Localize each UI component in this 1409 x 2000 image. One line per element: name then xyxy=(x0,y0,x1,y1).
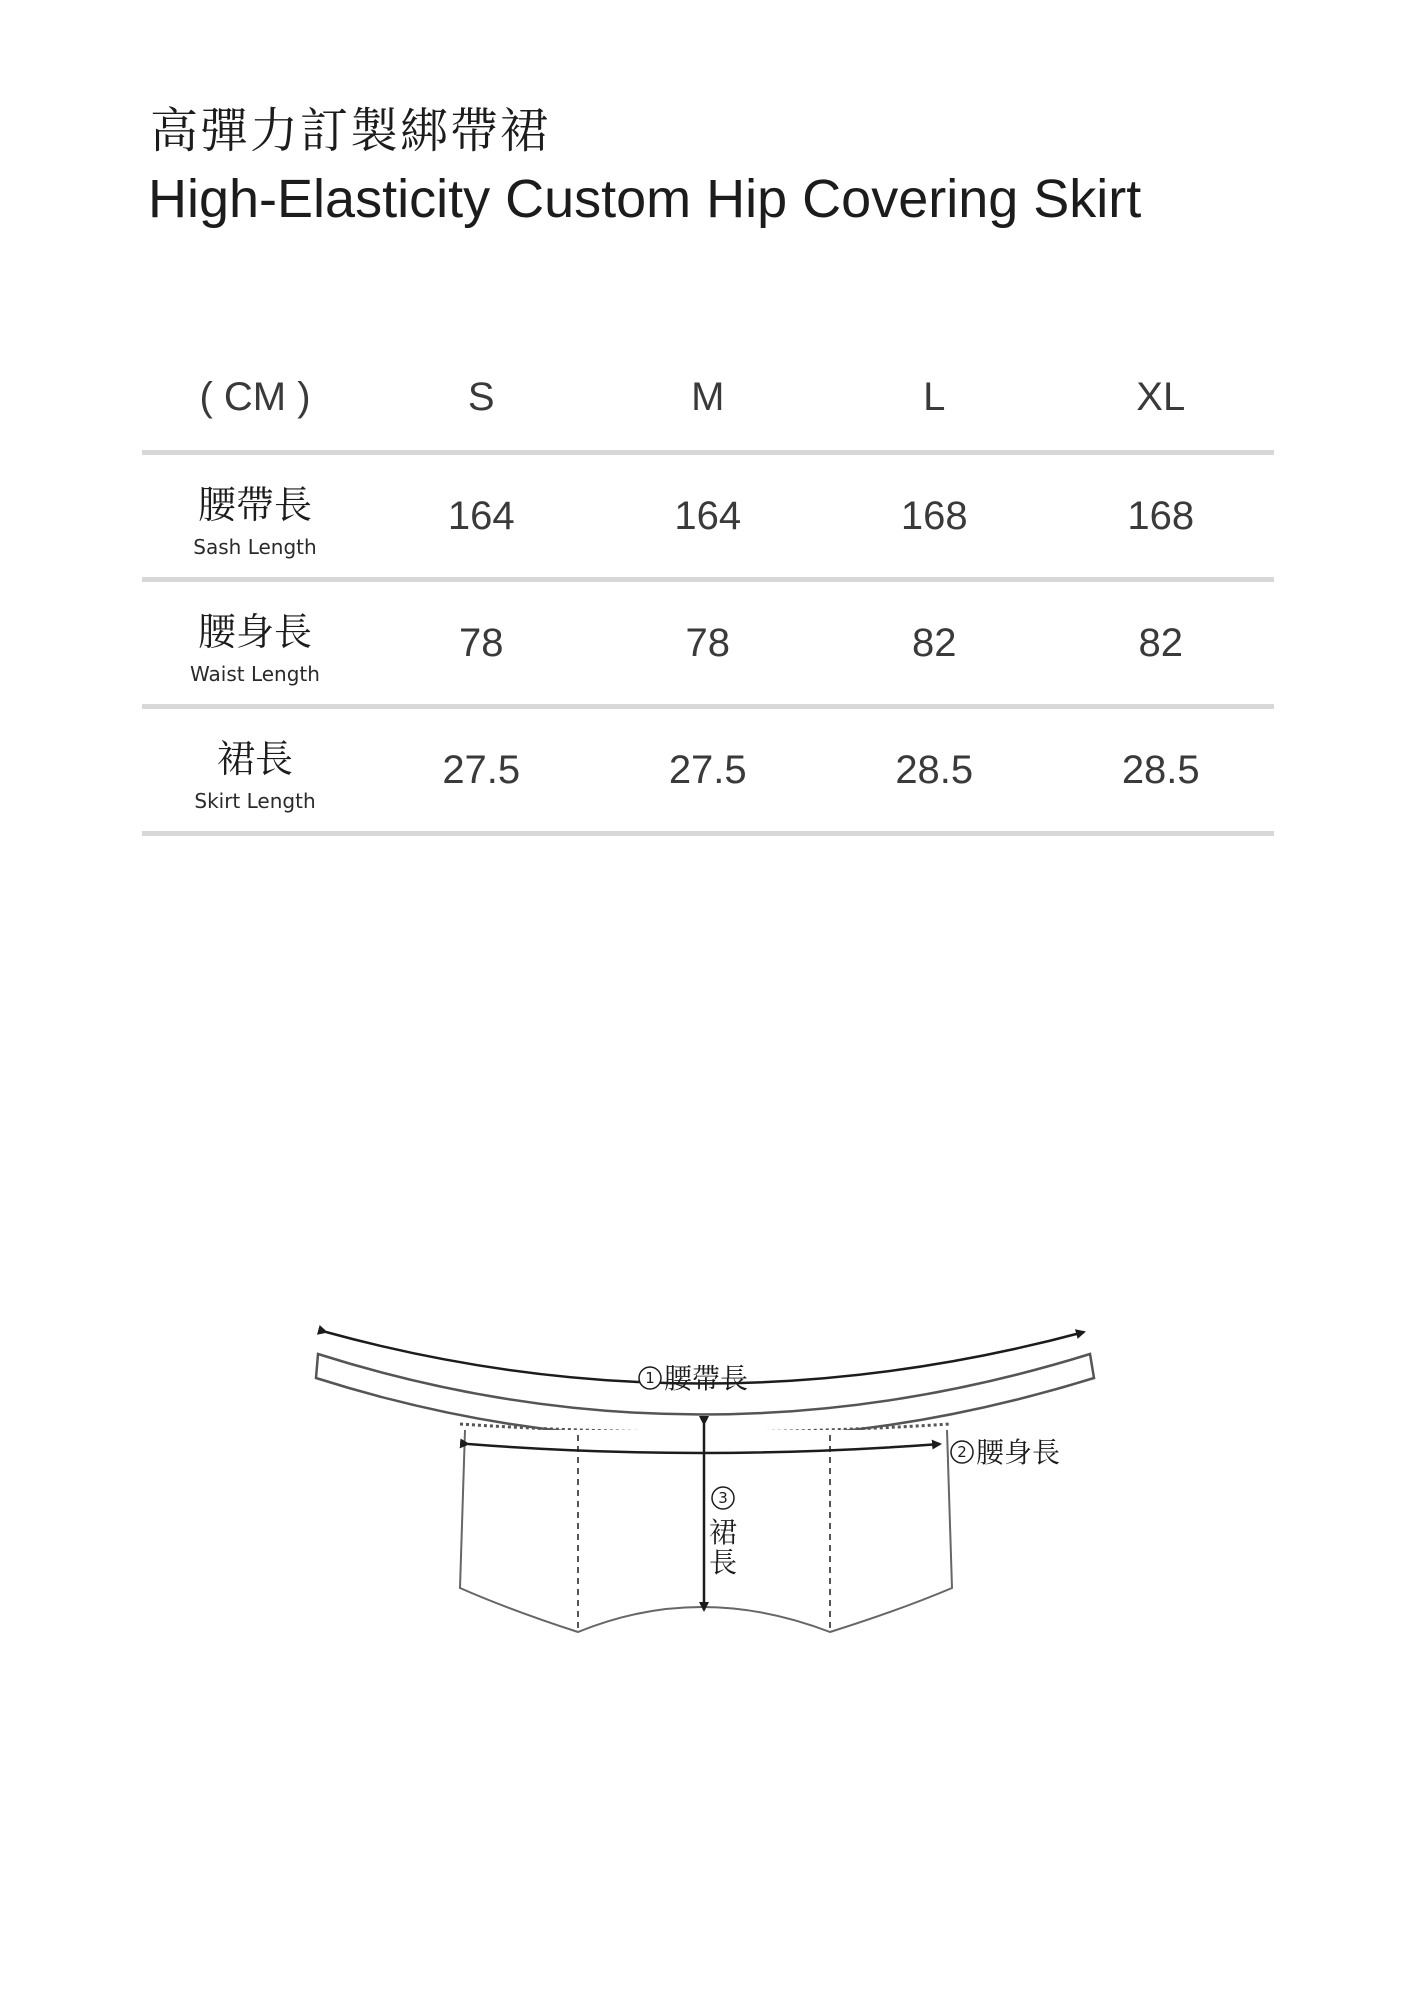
table-row xyxy=(142,453,1274,580)
table-cell: 78 xyxy=(368,580,595,707)
row-label-cn: 腰帶長 xyxy=(197,482,312,527)
table-cell: 164 xyxy=(368,453,595,580)
size-header-xl: XL xyxy=(1048,345,1275,453)
page-title-english: High-Elasticity Custom Hip Covering Skirt xyxy=(148,169,1142,229)
table-cell: 27.5 xyxy=(368,707,595,834)
table-row xyxy=(142,707,1274,834)
label-number: 2 xyxy=(957,1443,967,1461)
row-label-en: Sash Length xyxy=(193,534,317,559)
skirt-body-shape xyxy=(460,1430,952,1632)
label-text-line2: 長 xyxy=(709,1546,738,1579)
label-text-line1: 裙 xyxy=(709,1516,738,1549)
table-cell: 168 xyxy=(1048,453,1275,580)
unit-header: ( CM ) xyxy=(142,345,368,453)
sash-length-label xyxy=(639,1362,748,1395)
label-text: 腰身長 xyxy=(976,1436,1061,1469)
table-cell: 27.5 xyxy=(595,707,822,834)
table-cell: 78 xyxy=(595,580,822,707)
table-cell: 82 xyxy=(821,580,1048,707)
row-label-cn: 腰身長 xyxy=(197,609,312,654)
label-text: 腰帶長 xyxy=(664,1362,749,1395)
row-label-waist-length xyxy=(142,580,368,707)
table-cell: 28.5 xyxy=(821,707,1048,834)
size-chart-table xyxy=(142,345,1274,836)
page-title-chinese: 高彈力訂製綁帶裙 xyxy=(150,103,551,159)
table-row xyxy=(142,580,1274,707)
row-label-en: Skirt Length xyxy=(194,788,316,813)
table-header-row xyxy=(142,345,1274,453)
size-header-l: L xyxy=(821,345,1048,453)
row-label-en: Waist Length xyxy=(190,661,320,686)
waist-length-label xyxy=(951,1436,1060,1469)
table-cell: 82 xyxy=(1048,580,1275,707)
table-cell: 28.5 xyxy=(1048,707,1275,834)
skirt-measurement-diagram xyxy=(300,1320,1120,1660)
table-cell: 164 xyxy=(595,453,822,580)
skirt-length-label xyxy=(709,1487,737,1579)
label-number: 1 xyxy=(645,1369,655,1387)
label-number: 3 xyxy=(718,1489,728,1507)
size-header-m: M xyxy=(595,345,822,453)
row-label-cn: 裙長 xyxy=(216,736,293,781)
size-header-s: S xyxy=(368,345,595,453)
row-label-sash-length xyxy=(142,453,368,580)
table-cell: 168 xyxy=(821,453,1048,580)
row-label-skirt-length xyxy=(142,707,368,834)
